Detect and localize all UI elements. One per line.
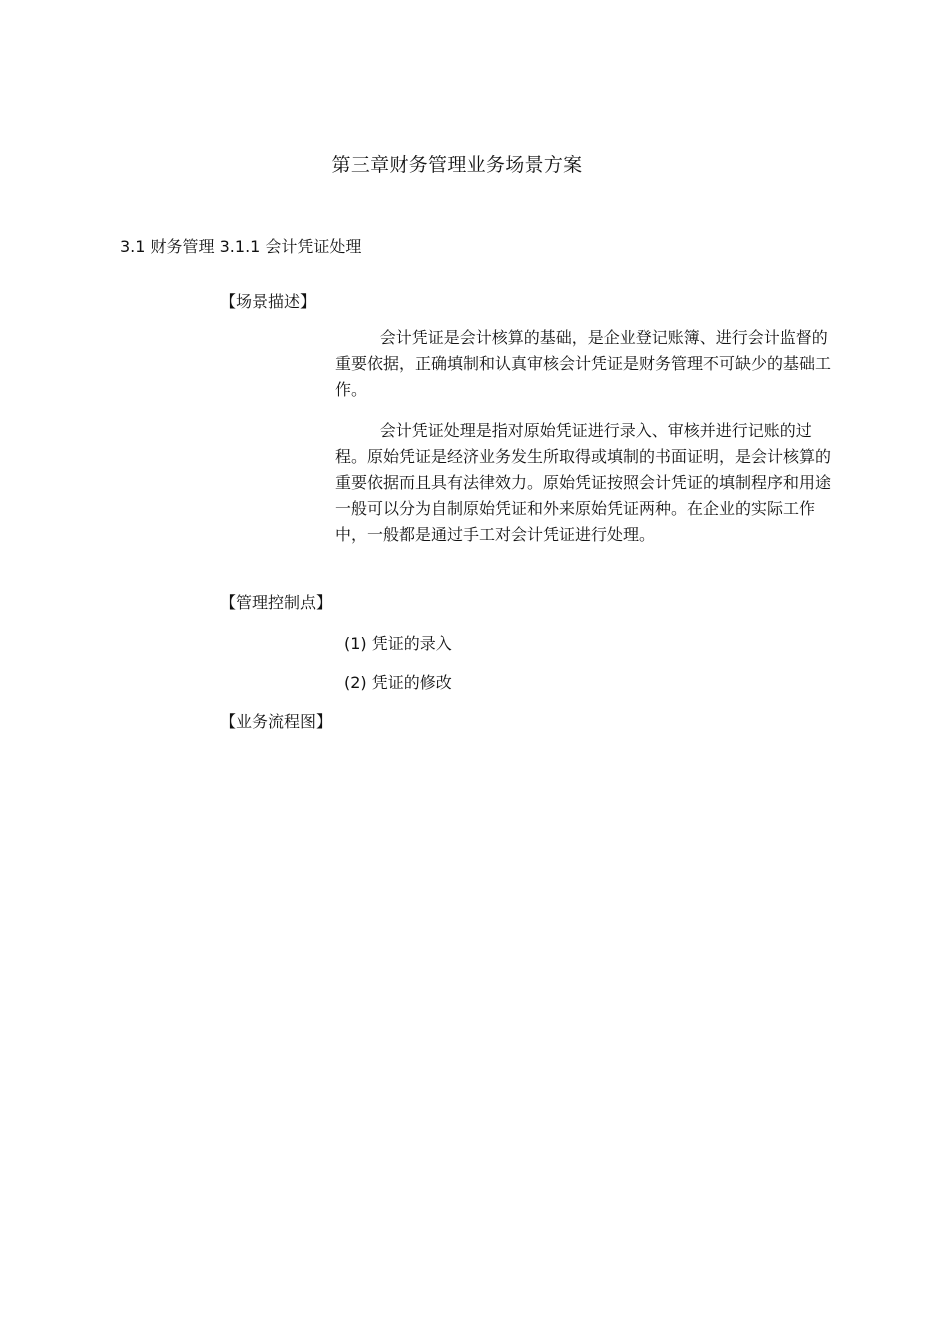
control-points-label: 【管理控制点】 (220, 593, 333, 612)
section-heading: 3.1 财务管理 3.1.1 会计凭证处理 (120, 237, 362, 256)
flowchart-label: 【业务流程图】 (220, 712, 333, 731)
control-item-modify: (2) 凭证的修改 (344, 673, 452, 692)
chapter-title: 第三章财务管理业务场景方案 (331, 154, 583, 176)
control-item-entry: (1) 凭证的录入 (344, 634, 452, 653)
scene-paragraph-1: 会计凭证是会计核算的基础，是企业登记账簿、进行会计监督的重要依据，正确填制和认真审核会计凭证是财务管理不可缺少的基础工作。 (335, 328, 832, 399)
scene-description-label: 【场景描述】 (220, 292, 317, 311)
scene-paragraph-2: 会计凭证处理是指对原始凭证进行录入、审核并进行记账的过程。原始凭证是经济业务发生所取得或填制的书面证明，是会计核算的重要依据而且具有法律效力。原始凭证按照会计凭证的填制程序和用途一般可以分为自制原始凭证和外来原始凭证两种。在企业的实际工作中，一般都是通过手工对会计凭证进行处理。 (335, 421, 832, 544)
